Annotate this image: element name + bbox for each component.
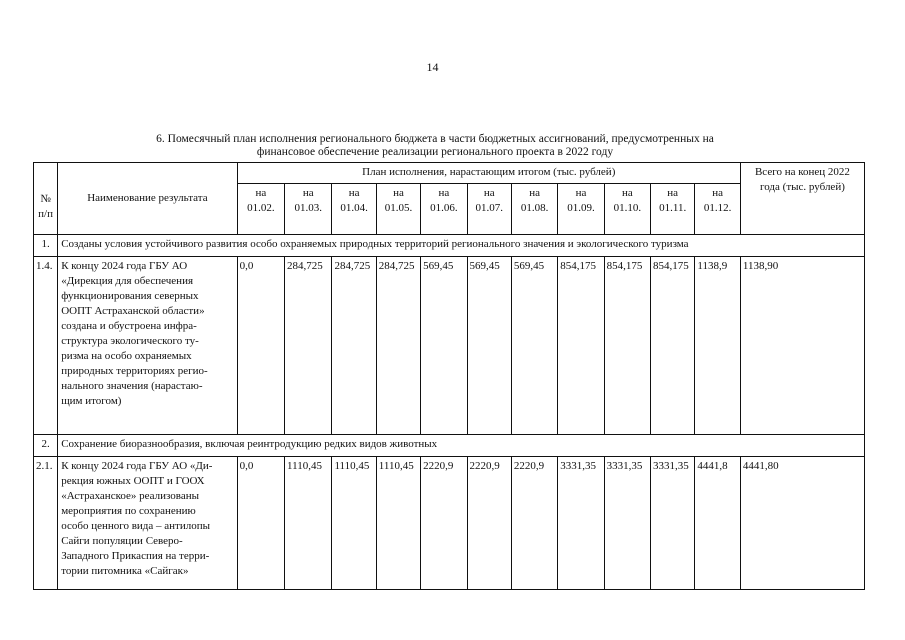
value-cell: 1110,45 <box>376 457 420 590</box>
header-total: Всего на конец 2022 года (тыс. рублей) <box>740 163 864 235</box>
value-cell: 854,175 <box>651 257 695 435</box>
section-title-cell: Созданы условия устойчивого развития особо охраняемых природных территорий регионального значения и экологического туризма <box>58 235 865 257</box>
header-month: на 01.07. <box>467 184 511 235</box>
value-cell: 1110,45 <box>332 457 376 590</box>
section-title-cell: Сохранение биоразнообразия, включая реинтродукцию редких видов животных <box>58 435 865 457</box>
section-row <box>34 235 865 257</box>
header-month: на 01.02. <box>237 184 284 235</box>
value-cell: 569,45 <box>511 257 557 435</box>
section-title-line-2: финансовое обеспечение реализации регионального проекта в 2022 году <box>256 146 614 158</box>
value-cell: 0,0 <box>237 257 284 435</box>
header-month: на 01.08. <box>511 184 557 235</box>
value-cell: 284,725 <box>332 257 376 435</box>
value-cell: 4441,8 <box>695 457 741 590</box>
value-cell: 2220,9 <box>421 457 467 590</box>
budget-plan-table <box>33 162 865 590</box>
header-month: на 01.09. <box>558 184 604 235</box>
value-cell: 284,725 <box>376 257 420 435</box>
section-num: 1. <box>34 235 58 257</box>
value-cell: 854,175 <box>558 257 604 435</box>
header-month: на 01.03. <box>285 184 332 235</box>
header-month: на 01.11. <box>651 184 695 235</box>
section-title <box>70 133 800 159</box>
header-month: на 01.04. <box>332 184 376 235</box>
header-month: на 01.10. <box>604 184 650 235</box>
total-cell: 1138,90 <box>740 257 864 435</box>
value-cell: 2220,9 <box>467 457 511 590</box>
value-cell: 3331,35 <box>604 457 650 590</box>
total-cell: 4441,80 <box>740 457 864 590</box>
value-cell: 0,0 <box>237 457 284 590</box>
row-num: 2.1. <box>34 457 58 590</box>
value-cell: 569,45 <box>467 257 511 435</box>
table-row <box>34 457 865 590</box>
value-cell: 1110,45 <box>285 457 332 590</box>
value-cell: 2220,9 <box>511 457 557 590</box>
value-cell: 1138,9 <box>695 257 741 435</box>
header-num: № п/п <box>34 163 58 235</box>
header-name: Наименование результата <box>58 163 237 235</box>
value-cell: 3331,35 <box>651 457 695 590</box>
header-month: на 01.06. <box>421 184 467 235</box>
section-title-line-1: 6. Помесячный план исполнения регионального бюджета в части бюджетных ассигнований, предусмотренных на <box>156 133 714 145</box>
value-cell: 854,175 <box>604 257 650 435</box>
value-cell: 284,725 <box>285 257 332 435</box>
result-name: К концу 2024 года ГБУ АО «Дирекция для обеспечения функционирования северных ООПТ Астраханской области» создана и обустроена инфра- структура экологического ту- ризма на особо охраняемых природных территориях регио- нального значения (нарастаю- щим итогом) <box>58 257 237 435</box>
page-number: 14 <box>426 60 439 74</box>
value-cell: 569,45 <box>421 257 467 435</box>
header-plan: План исполнения, нарастающим итогом (тыс. рублей) <box>237 163 740 184</box>
table-row <box>34 257 865 435</box>
value-cell: 3331,35 <box>558 457 604 590</box>
header-month: на 01.05. <box>376 184 420 235</box>
section-num: 2. <box>34 435 58 457</box>
section-row <box>34 435 865 457</box>
result-name: К концу 2024 года ГБУ АО «Ди- рекция южных ООПТ и ГООХ «Астраханское» реализованы мероприятия по сохранению особо ценного вида – антилопы Сайги популяции Северо- Западного Прикаспия на терри- тории питомника «Сайгак» <box>58 457 237 590</box>
header-month: на 01.12. <box>695 184 741 235</box>
row-num: 1.4. <box>34 257 58 435</box>
header-row-top <box>34 163 865 184</box>
